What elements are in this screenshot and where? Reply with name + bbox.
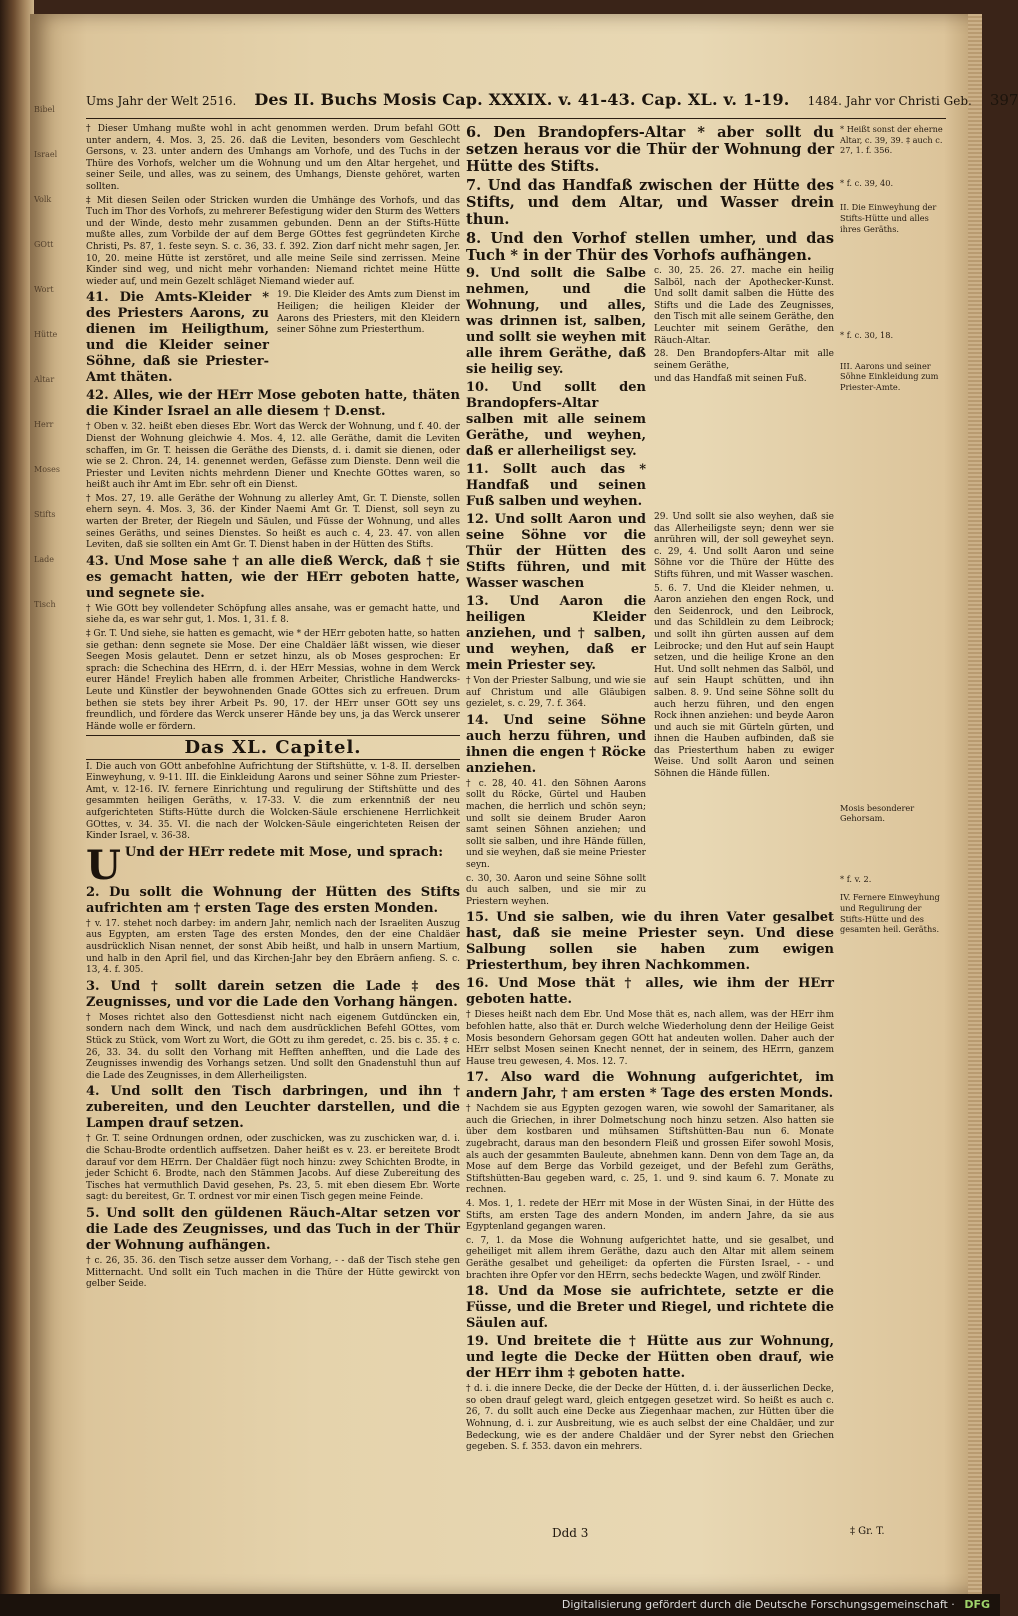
footnote: † Dieser Umhang mußte wohl in acht genommen werden. Drum befahl GOtt unter andern, 4. Mos. 3, 25. 26. daß die Leviten, besonders vom Geschlecht Gersons, v. 23. unter andern des Umhangs am Vorhofe, und des Tuchs in der Thüre des Vorhofs, welcher um die Wohnung und um den Altar hergehet, und seiner Seile, und alles, was zu seinem, des Umhangs, Dienste gehöret, warten sollten.	[86, 124, 460, 192]
book-spine	[0, 0, 34, 1616]
signature-mark: Ddd 3	[552, 1526, 589, 1540]
footnote: † Gr. T. seine Ordnungen ordnen, oder zuschicken, was zu zuschicken war, d. i. die Schau-Brodte ordentlich auffsetzen. Daher heißt es v. 23. er bereitete Brodt darauf vor dem HErrn. Der Chaldäer fügt noch hinzu: zwey Schichten Brodte, in jeder Schicht 6. Brodte, nach den Stämmen Jacobs. Auf diese Zubereitung des Tisches hat vermuthlich David gesehen, Ps. 23, 5. mit eben diesem Ebr. Worte sagt: du bereitest, Gr. T. ordnest vor mir einen Tisch gegen meine Feinde.	[86, 1134, 460, 1203]
credit-text: Digitalisierung gefördert durch die Deutsche Forschungsgemeinschaft ·	[561, 1598, 955, 1611]
gutter-word: Tisch	[34, 600, 56, 609]
footnote: † c. 26, 35. 36. den Tisch setze ausser dem Vorhang, - - daß der Tisch stehe gen Mitternacht. Und sollt ein Tuch machen in die Thüre der Hütte gewirckt von gelber Seide.	[86, 1255, 460, 1290]
gutter-word: Herr	[34, 420, 54, 429]
verse-43: 43. Und Mose sahe † an alle dieß Werck, daß † sie es gemacht hatten, wie der HErr geboten hatte, und segnete sie.	[86, 553, 460, 601]
verse-3: 3. Und † sollt darein setzen die Lade ‡ des Zeugnisses, und vor die Lade den Vorhang hängen.	[86, 978, 460, 1010]
footnote: † Dieses heißt nach dem Ebr. Und Mose thät es, nach allem, was der HErr ihm befohlen hatte, also thät er. Durch welche Wiederholung denn der Heilige Geist Mosis besondern Gehorsam gegen GOtt hat andeuten wollen. Daher auch der HErr selbst Mosen seinen Knecht nennet, der in seinem, des HErrn, ganzem Hause treu gewesen, 4. Mos. 12. 7.	[466, 1010, 834, 1067]
header-year-right: 1484. Jahr vor Christi Geb.	[807, 94, 972, 108]
margin-note: II. Die Einweyhung der Stifts-Hütte und alles ihres Geräths.	[840, 202, 937, 234]
verse-6: 6. Den Brandopfers-Altar * aber sollt du setzen heraus vor die Thür der Wohnung der Hütte des Stifts.	[466, 124, 834, 175]
footnote: † Mos. 27, 19. alle Geräthe der Wohnung zu allerley Amt, Gr. T. Dienste, sollen ehern seyn. 4. Mos. 3, 36. der Kinder Naemi Amt Gr. T. Dienst, soll seyn zu warten der Breter, der Riegeln und Säulen, und Füsse der Wohnung, und alles seines Geräths, und seines Dienstes. So heißt es auch c. 4, 23. 47. von allen Leviten, daß sie sollten ein Amt Gr. T. Dienst haben in der Hütten des Stifts.	[86, 493, 460, 551]
book-page	[30, 14, 1018, 1594]
parallel-note-11: und das Handfaß mit seinen Fuß.	[654, 374, 807, 385]
verse-8: 8. Und den Vorhof stellen umher, und das Tuch * in der Thür des Vorhofs aufhängen.	[466, 230, 834, 264]
gutter-word: Bibel	[34, 105, 55, 114]
drop-capital: U	[86, 841, 121, 889]
margin-note: Mosis besonderer Gehorsam.	[840, 802, 915, 824]
footnote: † Oben v. 32. heißt eben dieses Ebr. Wort das Werck der Wohnung, und f. 40. der Dienst der Wohnung gleichwie 4. Mos. 4, 12. alle Geräthe, damit die Leviten schaffen, im Gr. T. heissen die Geräthe des Diensts, d. i. damit sie dienen, oder wie se 2. Chron. 24, 14. genennet werden, Gefässe zum Dienste. Denn weil die Priester und Leviten nichts mehrdenn Diener und Knechte GOttes waren, so heißt auch ihr Amt im Ebr. sehr oft ein Dienst.	[86, 422, 460, 491]
verse-11: 11. Sollt auch das * Handfaß und seinen Fuß salben und weyhen.	[466, 462, 646, 509]
footnote: c. 7, 1. da Mose die Wohnung aufgerichtet hatte, und sie gesalbet, und geheiliget mit allem ihrem Geräthe, dazu auch den Altar mit allem seinem Geräthe gesalbet und geheiliget: da opferten die Fürsten Israel, - - und brachten ihre Opfer vor den HErrn, sechs bedeckte Wagen, und zwölf Rinder.	[466, 1235, 834, 1281]
parallel-note-9: c. 30, 25. 26. 27. mache ein heilig Salböl, nach der Apothecker-Kunst. Und sollt damit salben die Hütte des Stifts und die Lade des Zeugnisses, den Tisch mit alle seinem Geräthe, den Leuchter mit seinem Geräthe, den Räuch-Altar.	[654, 266, 834, 346]
verse-42: 42. Alles, wie der HErr Mose geboten hatte, thäten die Kinder Israel an alle diesem † D.enst.	[86, 388, 460, 420]
parallel-note-13: 5. 6. 7. Und die Kleider nehmen, u. Aaron anziehen den engen Rock, und den Seidenrock, und den Leibrock, und das Schildlein zu dem Leibrock; und sollt ihn gürten aussen auf dem Leibrocke; und den Hut auf sein Haupt setzen, und die heilige Krone an den Hut. Und sollt nehmen das Salböl, und auf sein Haupt schütten, und ihn salben. 8. 9. Und seine Söhne sollt du auch herzu führen, und den engen Rock ihnen anziehen: und beyde Aaron und auch sie mit Gürteln gürten, und ihnen die Hauben aufbinden, daß sie das Priesterthum haben zu ewiger Weise. Und sollt Aaron und seinen Söhnen die Hände füllen.	[654, 583, 834, 780]
header-year-left: Ums Jahr der Welt 2516.	[86, 94, 237, 108]
footnote: † Wie GOtt bey vollendeter Schöpfung alles ansahe, was er gemacht hatte, und siehe da, es war sehr gut, 1. Mos. 1, 31. f. 8.	[86, 603, 460, 626]
parallel-note-41: 19. Die Kleider des Amts zum Dienst im Heiligen; die heiligen Kleider der Aarons des Priesters, mit den Kleidern seiner Söhne zum Priesterthum.	[277, 290, 460, 336]
margin-note: * Heißt sonst der eherne Altar, c. 39, 39. ‡ auch c. 27, 1. f. 356.	[840, 124, 943, 156]
margin-note: * f. v. 2.	[840, 873, 872, 884]
verse-15: 15. Und sie salben, wie du ihren Vater gesalbet hast, daß sie meine Priester seyn. Und diese Salbung sollen sie haben zum ewigen Priesterthum, bey ihren Nachkommen.	[466, 910, 834, 974]
margin-note: IV. Fernere Einweyhung und Regulirung der Stifts-Hütte und des gesamten heil. Geräths.	[840, 892, 940, 935]
gutter-word: Moses	[34, 465, 60, 474]
verse-19: 19. Und breitete die † Hütte aus zur Wohnung, und legte die Decke der Hütten oben drauf, wie der HErr ihm ‡ geboten hatte.	[466, 1334, 834, 1382]
margin-note: * f. c. 30, 18.	[840, 330, 894, 341]
gutter-word: Lade	[34, 555, 54, 564]
parallel-note-10: 28. Den Brandopfers-Altar mit alle seinem Geräthe,	[654, 349, 834, 371]
gutter-word: GOtt	[34, 240, 54, 249]
running-header	[86, 90, 1018, 116]
digitization-credit-bar	[0, 1594, 1000, 1616]
verse-1: U Und der HErr redete mit Mose, und sprach:	[86, 841, 444, 889]
footnote: † c. 28, 40. 41. den Söhnen Aarons sollt du Röcke, Gürtel und Hauben machen, die herrlich und schön seyn; und sollt sie deinem Bruder Aaron samt seinen Söhnen anziehen; und sollt sie salben, und ihre Hände füllen, und sie weyhen, daß sie meine Priester seyn.	[466, 778, 646, 870]
verse-2: 2. Du sollt die Wohnung der Hütten des Stifts aufrichten am † ersten Tage des ersten Monden.	[86, 884, 460, 916]
verse-4: 4. Und sollt den Tisch darbringen, und ihn † zubereiten, und den Leuchter darstellen, und die Lampen drauf setzen.	[86, 1084, 460, 1132]
verse-17: 17. Also ward die Wohnung aufgerichtet, im andern Jahr, † am ersten * Tage des ersten Monds.	[466, 1070, 834, 1102]
footnote: 4. Mos. 1, 1. redete der HErr mit Mose in der Wüsten Sinai, in der Hütte des Stifts, am ersten Tage des andern Monden, im andern Jahre, da sie aus Egyptenland gegangen waren.	[466, 1199, 834, 1233]
gutter-word: Wort	[34, 285, 54, 294]
verse-block-12-14	[466, 512, 834, 910]
page-number: 397	[989, 91, 1018, 109]
margin-note: * f. c. 39, 40.	[840, 177, 894, 188]
gutter-word: Hütte	[34, 330, 58, 339]
footnote: ‡ Gr. T. Und siehe, sie hatten es gemacht, wie * der HErr geboten hatte, so hatten sie gethan: denn segnete sie Mose. Der eine Chaldäer läßt wissen, wie dieser Seegen Mosis gelautet. Denn er setzet hinzu, als ob Moses gesprochen: Er sprach: die Schechina des HErrn, d. i. der HErr Messias, wohne in dem Werck eurer Hände! Freylich haben alle frommen Arbeiter, Christliche Handwercks-Leute und Künstler der beywohnenden Gnade GOttes sich zu erfreuen. Drum bethen sie stets bey ihrer Arbeit Ps. 90, 17. der HErr unser GOtt sey uns freundlich, und fördere das Werck unserer Hände bey uns, ja das Werck unserer Hände wolle er fördern.	[86, 629, 460, 732]
footnote: † d. i. die innere Decke, die der Decke der Hütten, d. i. der äusserlichen Decke, so oben drauf gelegt ward, gleich entgegen gesetzet wird. So heißt es auch c. 26, 7. du sollt auch eine Decke aus Ziegenhaar machen, zur Hütten über die Wohnung, d. i. zur Ausbreitung, wie es auch selbst der eine Chaldäer, und zur Bedeckung, wie es der andere Chaldäer und der Syrer nebst den Griechen gegeben. S. f. 353. davon ein mehrers.	[466, 1384, 834, 1453]
verse-41: 41. Die Amts-Kleider * des Priesters Aarons, zu dienen im Heiligthum, und die Kleider seiner Söhne, daß sie Priester-Amt thäten.	[86, 290, 269, 386]
verse-13: 13. Und Aaron die heiligen Kleider anziehen, und † salben, und weyhen, daß er mein Priester sey.	[466, 594, 646, 673]
verse-5: 5. Und sollt den güldenen Räuch-Altar setzen vor die Lade des Zeugnisses, und das Tuch in der Thür der Wohnung aufhängen.	[86, 1205, 460, 1253]
chapter-rule	[86, 759, 460, 760]
gutter-word: Volk	[34, 195, 52, 204]
parallel-note-12: 29. Und sollt sie also weyhen, daß sie das Allerheiligste seyn; denn wer sie anrühren will, der soll geweyhet seyn. c. 29, 4. Und sollt Aaron und seine Söhne vor die Thüre der Hütte des Stifts führen, und mit Wasser waschen.	[654, 512, 834, 580]
verse-7: 7. Und das Handfaß zwischen der Hütte des Stifts, und dem Altar, und Wasser drein thun.	[466, 177, 834, 228]
margin-notes	[840, 124, 948, 1324]
gutter-word: Israel	[34, 150, 58, 159]
header-rule	[86, 118, 946, 119]
footnote: ‡ Mit diesen Seilen oder Stricken wurden die Umhänge des Vorhofs, und das Tuch im Thor des Vorhofs, zu mehrerer Befestigung wider den Sturm des Wetters und der Winde, desto mehr zusammen gebunden. Denn an der Stifts-Hütte mußte alles, zum Vorbilde der auf dem Berge GOttes fest gegründeten Kirche Christi, Ps. 87, 1. feste seyn. S. c. 36, 33. f. 392. Zion darf nicht mehr sagen, Jer. 10, 20. meine Hütte ist zerstöret, und alle meine Seile sind zerrissen. Meine Kinder sind weg, und nicht mehr vorhanden: Niemand richtet meine Hütte wieder auf, und mein Gezelt schläget Niemand wieder auf.	[86, 195, 460, 287]
footnote: † Von der Priester Salbung, und wie sie auf Christum und alle Gläubigen gezielet, s. c. 29, 7. f. 364.	[466, 676, 646, 710]
footnote: † Moses richtet also den Gottesdienst nicht nach eigenem Gutdüncken ein, sondern nach dem Winck, und nach dem ausdrücklichen Befehl GOttes, vom Stück zu Stück, vom Wort zu Wort, die GOtt zu ihm geredet, c. 25. bis c. 35. ‡ c. 26, 33. 34. du sollt den Vorhang mit Hefften anhefften, und die Lade des Zeugnisses inwendig des Vorhangs setzen. Und sollt den Gnadenstuhl thun auf die Lade des Zeugnisses, in dem Allerheiligsten.	[86, 1012, 460, 1081]
footnote: † Nachdem sie aus Egypten gezogen waren, wie sowohl der Samaritaner, als auch die Griechen, in ihrer Dolmetschung noch hinzu setzen. Also hatten sie über dem kostbaren und mühsamen Stiftshütten-Bau nun 6. Monate zugebracht, daraus man den besondern Fleiß und grossen Eifer sowohl Mosis, als auch der gesammten Bauleute, abnehmen kann. Denn von dem Tage an, da Mose auf dem Berge das Vorbild gezeiget, und der Befehl zum Geräths, Stiftshütten-Bau gegeben ward, c. 25, 1. und 9. sind kaum 6. 7. Monate zu rechnen.	[466, 1104, 834, 1196]
left-column	[86, 124, 460, 1524]
right-column	[466, 124, 834, 1524]
verse-block-9-11	[466, 266, 834, 512]
gutter-word: Stifts	[34, 510, 56, 519]
verse-16: 16. Und Mose thät † alles, wie ihm der HErr geboten hatte.	[466, 976, 834, 1008]
header-title: Des II. Buchs Mosis Cap. XXXIX. v. 41-43. Cap. XL. v. 1-19.	[254, 90, 790, 109]
chapter-heading: Das XL. Capitel.	[184, 737, 362, 759]
previous-page-gutter	[34, 104, 80, 1504]
footnote: c. 30, 30. Aaron und seine Söhne sollt du auch salben, und sie mir zu Priestern weyhen.	[466, 873, 646, 907]
footnote: † v. 17. stehet noch darbey: im andern Jahr, nemlich nach der Israeliten Auszug aus Egypten, am ersten Tage des ersten Mondes, den der eine Chaldäer ausdrücklich Nisan nennet, der sonst Abib heißt, und halb in unsern Martium, und halb in den April fiel, und das Kirchen-Jahr bey den Ebräern anfieng. S. c. 13, 4. f. 305.	[86, 918, 460, 976]
chapter-rule	[86, 735, 460, 736]
verse-block-41	[86, 290, 460, 388]
verse-12: 12. Und sollt Aaron und seine Söhne vor die Thür der Hütten des Stifts führen, und mit Wasser waschen	[466, 512, 646, 591]
verse-14: 14. Und seine Söhne auch herzu führen, und ihnen die engen † Röcke anziehen.	[466, 712, 646, 776]
verse-18: 18. Und da Mose sie aufrichtete, setzte er die Füsse, und die Breter und Riegel, und richtete die Säulen auf.	[466, 1284, 834, 1332]
margin-note: III. Aarons und seiner Söhne Einkleidung zum Priester-Amte.	[840, 360, 939, 392]
dfg-logo: DFG	[964, 1598, 990, 1611]
chapter-summary: I. Die auch von GOtt anbefohlne Aufrichtung der Stiftshütte, v. 1-8. II. derselben Einweyhung, v. 9-11. III. die Einkleidung Aarons und seiner Söhne zum Priester-Amt, v. 12-16. IV. fernere Einrichtung und regulirung der Stiftshütte und des gesammten heiligen Geräths, v. 17-33. V. die zum erkenntniß der neu aufgerichteten Stifts-Hütte durch die Wolcken-Säule erschienene Herrlichkeit GOttes, v. 34. 35. VI. die nach der Wolcken-Säule eingerichteten Reisen der Kinder Israel, v. 36-38.	[86, 761, 460, 842]
page-edge	[968, 14, 982, 1594]
gutter-word: Altar	[34, 375, 55, 384]
verse-9: 9. Und sollt die Salbe nehmen, und die Wohnung, und alles, was drinnen ist, salben, und sollt sie weyhen mit alle ihrem Geräthe, daß sie heilig sey.	[466, 266, 646, 377]
catchword: ‡ Gr. T.	[850, 1526, 885, 1537]
verse-10: 10. Und sollt den Brandopfers-Altar salben mit alle seinem Geräthe, und weyhen, daß er allerheiligst sey.	[466, 380, 646, 459]
